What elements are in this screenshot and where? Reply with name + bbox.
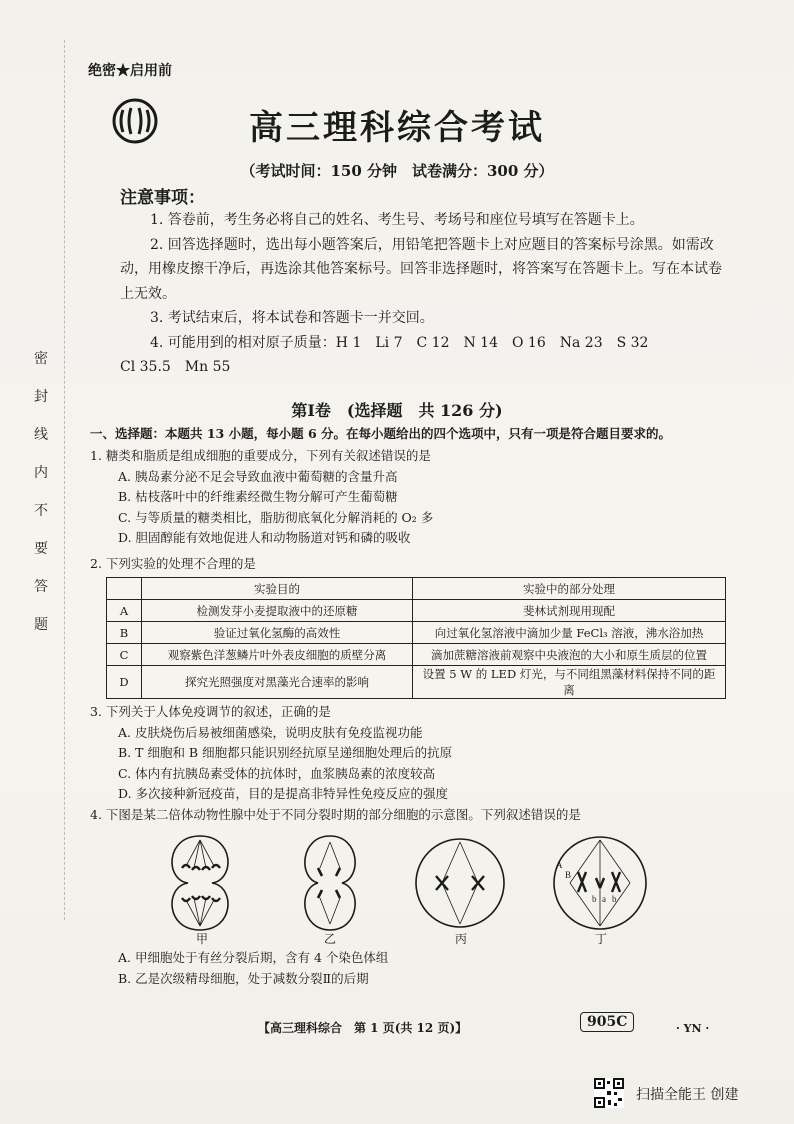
table-cell: 向过氧化氢溶液中滴加少量 FeCl₃ 溶液，沸水浴加热 [413,622,726,644]
table-cell: 滴加蔗糖溶液前观察中央液泡的大小和原生质层的位置 [413,644,726,666]
binding-char: 内 [34,465,48,481]
gene-label: b [592,894,597,904]
question-stem: 2. 下列实验的处理不合理的是 [90,556,256,571]
table-row [107,600,726,622]
binding-char: 封 [34,389,48,405]
cell-label-bing: 丙 [455,932,468,946]
binding-char: 不 [34,503,48,519]
notice-heading: 注意事项： [120,188,205,208]
notice-item: 4. 可能用到的相对原子质量：H 1 Li 7 C 12 N 14 O 16 Na 23 S 32 [150,334,649,351]
section-instruction: 一、选择题：本题共 13 小题，每小题 6 分。在每小题给出的四个选项中，只有一项是符合题目要求的。 [90,426,672,441]
table-cell: A [107,600,142,622]
cell-label-jia: 甲 [196,932,209,946]
question-stem: 1. 糖类和脂质是组成细胞的重要成分，下列有关叙述错误的是 [90,448,431,463]
table-cell: 设置 5 W 的 LED 灯光，与不同组黑藻材料保持不同的距离 [413,666,726,699]
question-4 [90,805,750,823]
option-a: A. 甲细胞处于有丝分裂后期，含有 4 个染色体组 [118,950,389,965]
qr-code-icon [594,1078,624,1108]
question-stem: 3. 下列关于人体免疫调节的叙述，正确的是 [90,704,331,719]
binding-char: 线 [34,427,48,443]
binding-warning [30,348,52,652]
question-4-options [90,948,750,989]
binding-char: 题 [34,617,48,633]
table-header: 实验目的 [142,578,413,600]
table-header-row [107,578,726,600]
section-title: 第Ⅰ卷 (选择题 共 126 分) [291,401,503,420]
notice-list [120,208,730,380]
table-header [107,578,142,600]
cell-division-diagram [160,828,680,938]
notice-item: 2. 回答选择题时，选出每小题答案后，用铅笔把答题卡上对应题目的答案标号涂黑。如需改动，用橡皮擦干净后，再选涂其他答案标号。回答非选择题时，将答案写在答题卡上。写在本试卷上无效。 [120,236,722,302]
exam-title: 高三理科综合考试 [249,108,545,148]
gene-label: A [556,860,563,870]
notice-item: 3. 考试结束后，将本试卷和答题卡一并交回。 [150,310,434,326]
question-stem: 4. 下图是某二倍体动物性腺中处于不同分裂时期的部分细胞的示意图。下列叙述错误的是 [90,807,581,822]
table-cell: D [107,666,142,699]
cell-label-yi: 乙 [324,932,337,946]
gene-label: B [565,870,572,880]
table-row [107,666,726,699]
binding-char: 答 [34,579,48,595]
gene-label: a [602,894,606,904]
table-cell: 斐林试剂现用现配 [413,600,726,622]
exam-code-badge: 905C [580,1012,634,1032]
option-c: C. 与等质量的糖类相比，脂肪彻底氧化分解消耗的 O₂ 多 [118,509,434,525]
table-cell: 观察紫色洋葱鳞片叶外表皮细胞的质壁分离 [142,644,413,666]
page-footer: 【高三理科综合 第 1 页(共 12 页)】 [258,1021,468,1035]
footer-mark: · YN · [676,1022,710,1035]
exam-subtitle: （考试时间：150 分钟 试卷满分：300 分） [240,162,554,180]
table-cell: B [107,622,142,644]
scanner-watermark: 扫描全能王 创建 [636,1087,739,1103]
binding-char: 要 [34,541,48,557]
cell-label-ding: 丁 [595,932,608,946]
option-a: A. 皮肤烧伤后易被细菌感染，说明皮肤有免疫监视功能 [118,724,423,740]
option-d: D. 胆固醇能有效地促进人和动物肠道对钙和磷的吸收 [118,530,411,545]
question-2 [90,554,750,572]
question-1 [90,446,750,549]
cell-yi [305,836,355,930]
table-header: 实验中的部分处理 [413,578,726,600]
gene-label: b [612,894,617,904]
table-cell: C [107,644,142,666]
cell-ding [554,837,646,929]
cell-jia [172,836,228,930]
table-cell: 检测发芽小麦提取液中的还原糖 [142,600,413,622]
notice-item-continuation: Cl 35.5 Mn 55 [120,359,231,375]
table-cell: 探究光照强度对黑藻光合速率的影响 [142,666,413,699]
question-3 [90,702,750,805]
table-row [107,644,726,666]
experiment-table [106,577,726,699]
binding-char: 密 [34,351,48,367]
table-cell: 验证过氧化氢酶的高效性 [142,622,413,644]
option-b: B. 枯枝落叶中的纤维素经微生物分解可产生葡萄糖 [118,489,398,504]
notice-item: 1. 答卷前，考生务必将自己的姓名、考生号、考场号和座位号填写在答题卡上。 [150,212,644,228]
option-b: B. T 细胞和 B 细胞都只能识别经抗原呈递细胞处理后的抗原 [118,745,453,760]
option-a: A. 胰岛素分泌不足会导致血液中葡萄糖的含量升高 [118,468,398,484]
option-b: B. 乙是次级精母细胞，处于减数分裂Ⅱ的后期 [118,970,369,986]
option-c: C. 体内有抗胰岛素受体的抗体时，血浆胰岛素的浓度较高 [118,765,436,781]
option-d: D. 多次接种新冠疫苗，目的是提高非特异性免疫反应的强度 [118,786,449,801]
cell-bing [416,839,504,927]
confidential-label: 绝密★启用前 [88,63,172,79]
table-row [107,622,726,644]
